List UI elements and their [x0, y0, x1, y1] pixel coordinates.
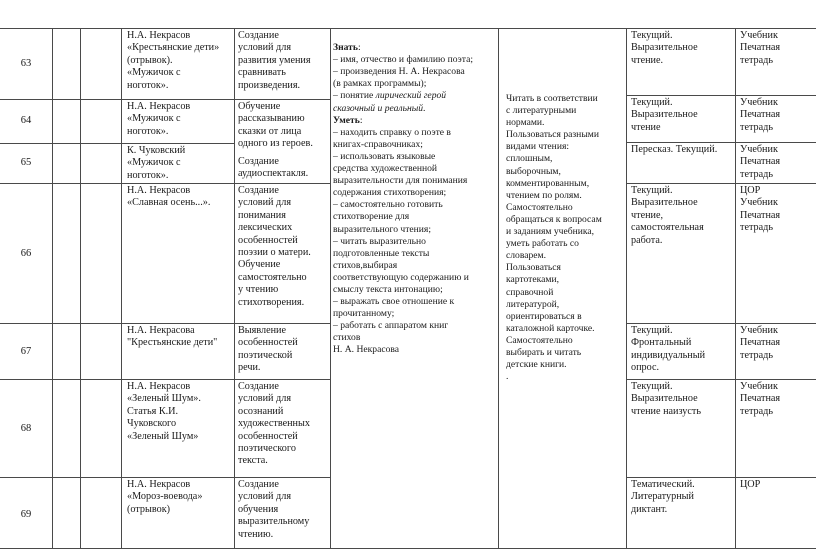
know-colon: : — [357, 42, 361, 54]
lesson-topic: К. Чуковский «Мужичок с ноготок». — [127, 145, 186, 181]
row-number: 63 — [20, 58, 32, 69]
able-item: – работать с аппаратом книг стихов Н. А. Некрасова — [333, 320, 449, 356]
knowledge-skills — [333, 30, 497, 357]
lesson-topic: Н.А. Некрасов «Славная осень...». — [127, 185, 211, 209]
able-item: – находить справку о поэте в книгах-справочниках; — [333, 126, 451, 150]
lesson-goal: Создание условий для осознаний художественных особенностей поэтического текста. — [238, 381, 310, 467]
col-border — [52, 28, 53, 549]
lesson-goal: Создание условий для обучения выразительному чтению. — [238, 479, 310, 540]
control-type: Текущий. Фронтальный индивидуальный опрос. — [631, 325, 706, 374]
row-border — [626, 323, 816, 324]
row-border — [0, 183, 330, 184]
col-border — [735, 28, 736, 549]
row-border — [626, 183, 816, 184]
lesson-goal: Создание аудиоспектакля. — [238, 156, 309, 180]
lesson-topic: Н.А. Некрасов «Мороз-воевода» (отрывок) — [127, 479, 203, 515]
resources: ЦОР — [740, 479, 761, 490]
row-border — [0, 28, 816, 29]
row-number: 68 — [20, 423, 32, 434]
resources: Учебник Печатная тетрадь — [740, 97, 781, 133]
control-type: Текущий. Выразительное чтение — [631, 97, 698, 133]
row-border — [0, 323, 330, 324]
row-number: 64 — [20, 115, 32, 126]
row-border — [626, 379, 816, 380]
lesson-topic: Н.А. Некрасов «Мужичок с ноготок». — [127, 101, 191, 137]
resources: Учебник Печатная тетрадь — [740, 381, 781, 417]
lesson-topic: Н.А. Некрасов «Зеленый Шум». Статья К.И. Чуковского «Зеленый Шум» — [127, 381, 201, 442]
row-border — [626, 95, 816, 96]
control-type: Текущий. Выразительное чтение наизусть — [631, 381, 702, 417]
row-border — [0, 477, 330, 478]
col-border — [330, 28, 331, 549]
student-activity: Читать в соответствии с литературными нормами. Пользоваться разными видами чтения: сплошным, выборочным, комментированным, чтением по ролям. Самостоятельно обращаться к вопросам и заданиям учебника, уметь работать со словарем. Пользоваться картотеками, справочной литературой, ориентироваться в каталожной карточке. Самостоятельно выбирать и читать детские книги. . — [506, 93, 602, 383]
concept-prefix: – понятие — [333, 90, 376, 102]
control-type: Пересказ. Текущий. — [631, 144, 718, 155]
row-border — [0, 143, 234, 144]
control-type: Текущий. Выразительное чтение, самостоятельная работа. — [631, 185, 704, 246]
lesson-goal: Выявление особенностей поэтической речи. — [238, 325, 298, 374]
resources: Учебник Печатная тетрадь — [740, 325, 781, 361]
able-item: – использовать языковые средства художественной выразительности для понимания содержания стихотворения; — [333, 150, 468, 199]
resources: ЦОР Учебник Печатная тетрадь — [740, 185, 781, 234]
col-border — [121, 28, 122, 549]
concept-italic: лирический герой сказочный и реальный — [333, 90, 447, 114]
able-colon: : — [359, 114, 363, 126]
lesson-goal: Обучение рассказыванию сказки от лица одного из героев. — [238, 101, 313, 150]
able-item: – читать выразительно подготовленные тексты стихов,выбирая соответствующую содержанию и смыслу текста интонацию; — [333, 235, 469, 295]
know-item: – произведения Н. А. Некрасова (в рамках программы); — [333, 66, 465, 90]
able-item: – самостоятельно готовить стихотворение для выразительного чтения; — [333, 199, 443, 235]
control-type: Тематический. Литературный диктант. — [631, 479, 695, 515]
row-number: 66 — [20, 248, 32, 259]
row-number: 65 — [20, 157, 32, 168]
col-border — [498, 28, 499, 549]
row-border — [626, 142, 816, 143]
row-border — [626, 477, 816, 478]
lesson-topic: Н.А. Некрасов «Крестьянские дети» (отрывок). «Мужичок с ноготок». — [127, 30, 220, 91]
row-border — [0, 379, 330, 380]
able-heading: Уметь — [333, 114, 360, 126]
know-item: – имя, отчество и фамилию поэта; — [333, 54, 474, 66]
lesson-goal: Создание условий для развития умения сравнивать произведения. — [238, 30, 311, 91]
concept-suffix: . — [423, 102, 426, 114]
able-item: – выражать свое отношение к прочитанному; — [333, 296, 455, 320]
know-heading: Знать — [333, 42, 358, 54]
col-border — [80, 28, 81, 549]
lesson-topic: Н.А. Некрасова "Крестьянские дети" — [127, 325, 218, 349]
row-number: 67 — [20, 346, 32, 357]
resources: Учебник Печатная тетрадь — [740, 30, 781, 66]
resources: Учебник Печатная тетрадь — [740, 144, 781, 180]
row-number: 69 — [20, 509, 32, 520]
lesson-goal: Создание условий для понимания лексических особенностей поэзии о матери. Обучение самостоятельно у чтению стихотворения. — [238, 185, 311, 308]
col-border — [626, 28, 627, 549]
control-type: Текущий. Выразительное чтение. — [631, 30, 698, 66]
col-border — [234, 28, 235, 549]
row-border — [0, 99, 330, 100]
